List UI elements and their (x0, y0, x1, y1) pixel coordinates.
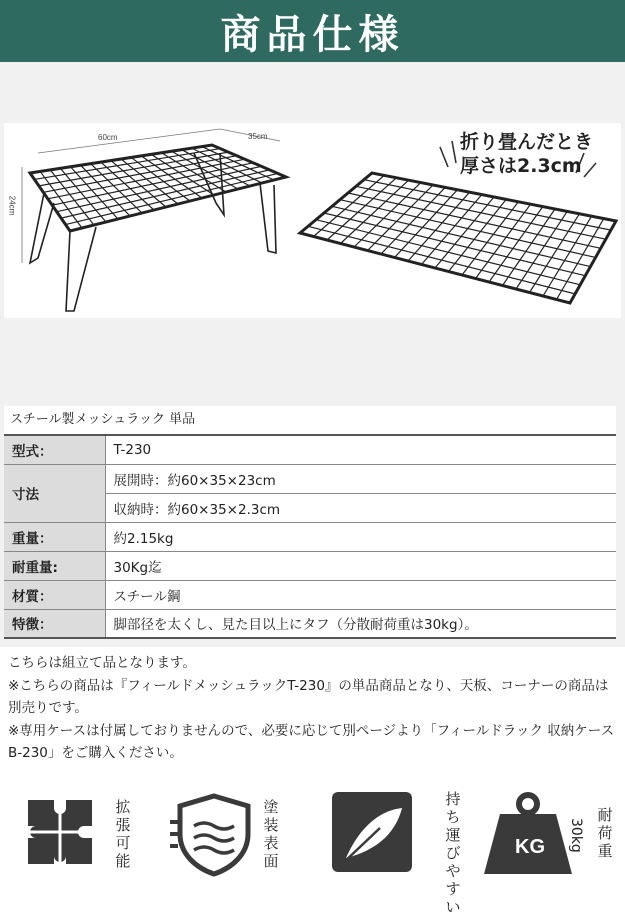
note-line: こちらは組立て品となります。 (8, 655, 196, 671)
feature-label: 持ち運びやすい (445, 790, 461, 916)
spec-value: T-230 (105, 435, 616, 464)
puzzle-icon (22, 792, 112, 876)
dimension-height-label: 24cm (7, 195, 17, 216)
spec-label: 耐重量: (4, 551, 105, 580)
table-row (4, 435, 616, 464)
feature-strip (0, 788, 625, 916)
feature-label: 塗装表面 (263, 798, 279, 870)
spec-value: 展開時：約60×35×23cm (105, 464, 616, 493)
notes-block (8, 652, 616, 765)
feature-expandable (0, 788, 160, 879)
mesh-wire (530, 214, 580, 293)
weight-icon (482, 790, 578, 876)
header-banner (0, 0, 625, 62)
feather-icon (332, 792, 414, 876)
table-row (4, 522, 616, 551)
feature-sublabel: 30kg (568, 818, 584, 853)
spec-value: 約2.15kg (105, 522, 616, 551)
dimension-width-label: 60cm (98, 133, 118, 142)
mesh-wire (66, 173, 278, 224)
spec-value: 30Kg迄 (105, 551, 616, 580)
table-row (4, 464, 616, 493)
spec-label: 寸法 (4, 464, 105, 522)
feature-label: 拡張可能 (115, 798, 131, 870)
spec-value: スチール鋼 (105, 580, 616, 609)
spec-value: 収納時：約60×35×2.3cm (105, 493, 616, 522)
spec-label: 特徴： (4, 609, 105, 638)
mesh-wire (503, 209, 556, 286)
mesh-wire (57, 166, 262, 211)
table-row (4, 609, 616, 638)
spec-label: 重量： (4, 522, 105, 551)
page-title: 商品仕様 (220, 11, 405, 58)
dimension-depth-label: 35cm (248, 132, 268, 141)
feature-label: 耐荷重 (597, 806, 613, 860)
spec-title: スチール製メッシュラック 単品 (10, 412, 196, 427)
feature-coated (160, 788, 320, 879)
feature-portable (320, 788, 470, 916)
spec-value: 脚部径を太くし、見た目以上にタフ（分散耐荷重は30kg）。 (105, 609, 616, 638)
weight-badge: KG (515, 836, 545, 858)
spec-label: 材質： (4, 580, 105, 609)
mesh-wire (516, 211, 567, 289)
mesh-wire (543, 216, 592, 296)
note-line: ※こちらの商品は『フィールドメッシュラックT-230』の単品商品となり、天板、コーナーの商品は別売りです。 (8, 677, 609, 716)
spec-section (4, 406, 616, 639)
spec-table (4, 434, 616, 639)
table-row (4, 551, 616, 580)
product-photo (4, 123, 621, 318)
spec-label: 型式： (4, 435, 105, 464)
feature-load-capacity (470, 788, 625, 879)
folded-caption-line2: 厚さは2.3cm (460, 155, 582, 177)
shield-icon (170, 792, 260, 876)
table-row (4, 580, 616, 609)
note-line: ※専用ケースは付属しておりませんので、必要に応じて別ページより「フィールドラック 収納ケース B-230」をご購入ください。 (8, 722, 615, 761)
folded-caption-line1: 折り畳んだとき (460, 131, 594, 153)
